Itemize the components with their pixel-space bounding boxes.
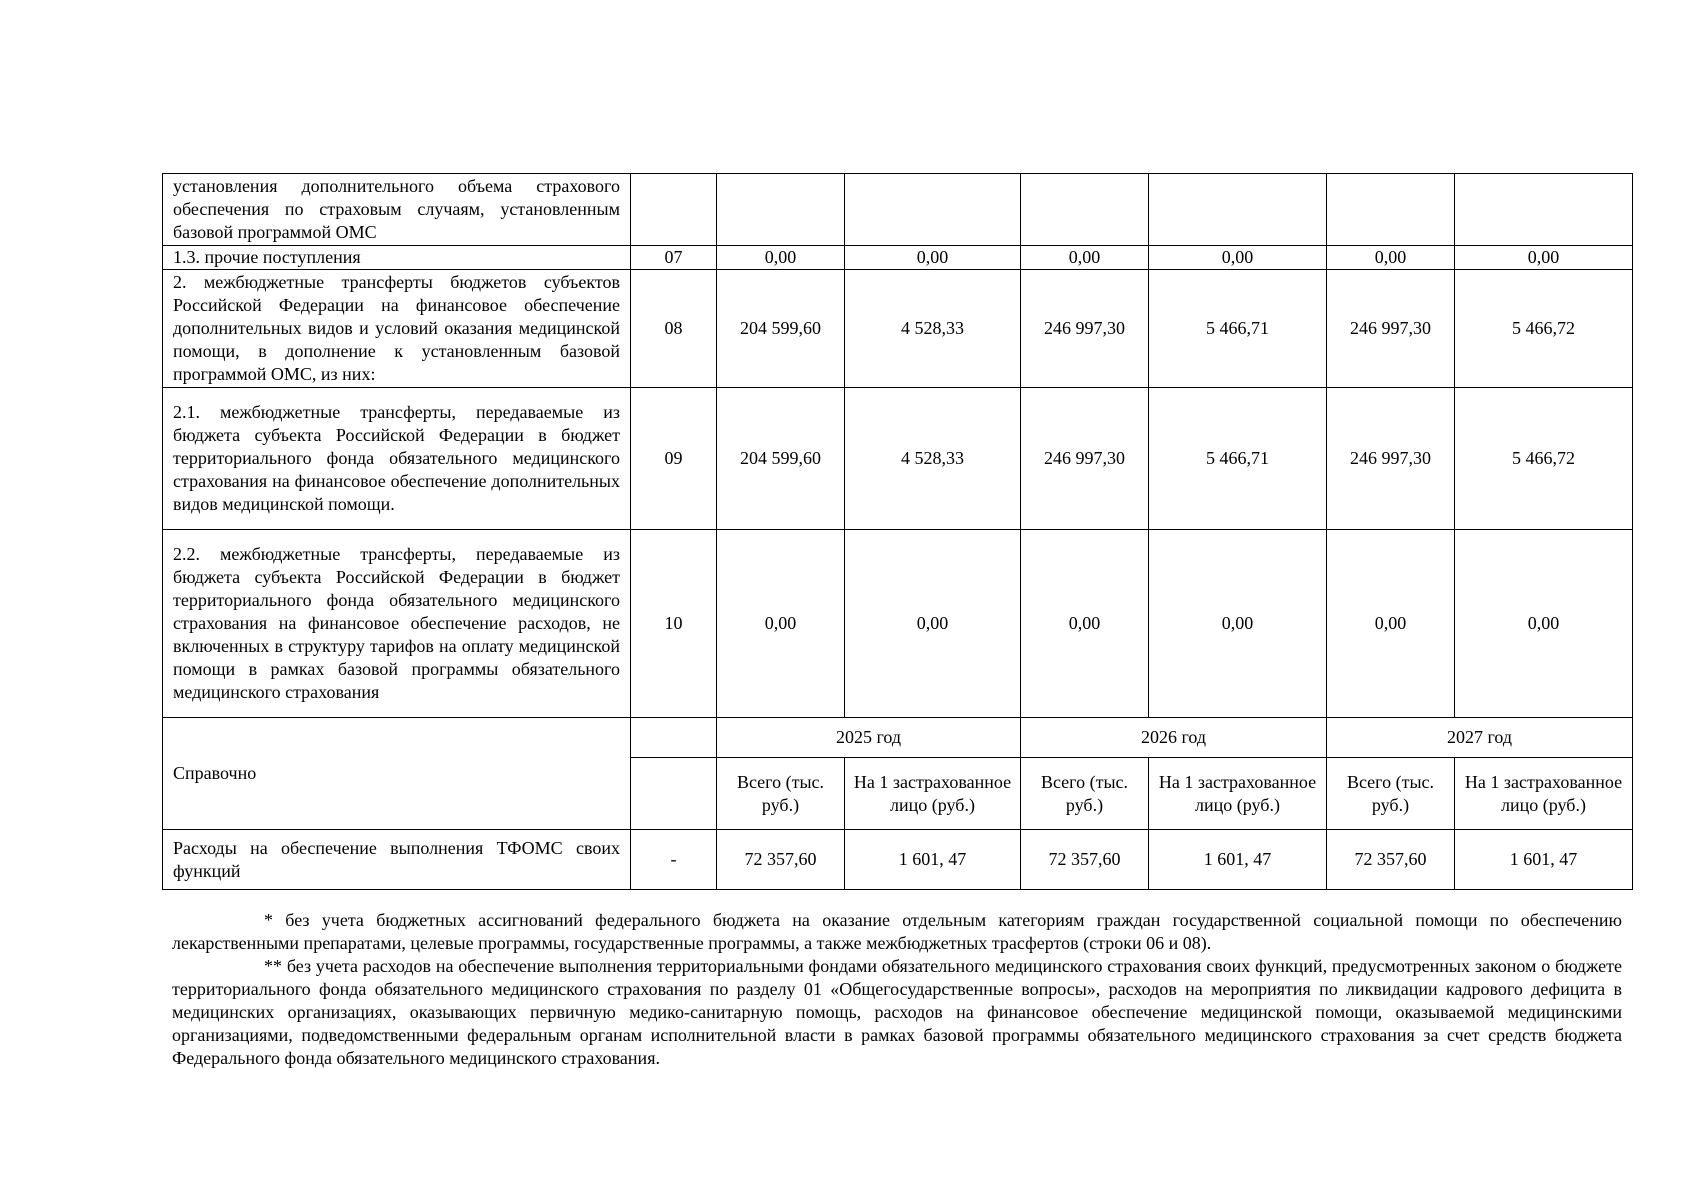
cell-2027-total (1327, 174, 1455, 246)
cell-2025-per-person: 0,00 (845, 246, 1021, 270)
row-label: 1.3. прочие поступления (163, 246, 631, 270)
cell-2025-total (717, 174, 845, 246)
row-label: 2. межбюджетные трансферты бюджетов субъектов Российской Федерации на финансовое обеспечение дополнительных видов и условий оказания медицинской помощи, в дополнение к установленным базовой программой ОМС, из них: (163, 270, 631, 388)
row-label: установления дополнительного объема страхового обеспечения по страховым случаям, установленным базовой программой ОМС (163, 174, 631, 246)
cell-2025-per-person: 4 528,33 (845, 270, 1021, 388)
cell-2026-total: 0,00 (1021, 246, 1149, 270)
year-2027-header: 2027 год (1327, 718, 1633, 758)
row-label: 2.2. межбюджетные трансферты, передаваемые из бюджета субъекта Российской Федерации в бюджет территориального фонда обязательного медицинского страхования на финансовое обеспечение расходов, не включенных в структуру тарифов на оплату медицинской помощи в рамках базовой программы обязательного медицинского страхования (163, 530, 631, 718)
cell-2025-total: 204 599,60 (717, 270, 845, 388)
row-code: 09 (631, 388, 717, 530)
cell-2025-total: 0,00 (717, 246, 845, 270)
col-total-header: Всего (тыс. руб.) (1021, 758, 1149, 830)
cell-2027-total: 0,00 (1327, 530, 1455, 718)
cell-2026-per-person (1149, 174, 1327, 246)
reference-code-blank (631, 718, 717, 758)
reference-years-row (163, 718, 1633, 758)
year-2026-header: 2026 год (1021, 718, 1327, 758)
cell-2027-per-person: 1 601, 47 (1455, 830, 1633, 890)
cell-2025-total: 0,00 (717, 530, 845, 718)
cell-2026-total: 72 357,60 (1021, 830, 1149, 890)
table-row (163, 530, 1633, 718)
cell-2025-total: 72 357,60 (717, 830, 845, 890)
cell-2026-total (1021, 174, 1149, 246)
footnotes (172, 909, 1622, 1070)
table-row (163, 174, 1633, 246)
cell-2025-per-person: 1 601, 47 (845, 830, 1021, 890)
cell-2027-per-person: 5 466,72 (1455, 270, 1633, 388)
table-row (163, 830, 1633, 890)
cell-2027-per-person: 5 466,72 (1455, 388, 1633, 530)
cell-2025-per-person: 4 528,33 (845, 388, 1021, 530)
row-label: 2.1. межбюджетные трансферты, передаваемые из бюджета субъекта Российской Федерации в бюджет территориального фонда обязательного медицинского страхования на финансовое обеспечение дополнительных видов медицинской помощи. (163, 388, 631, 530)
cell-2025-per-person (845, 174, 1021, 246)
cell-2026-per-person: 5 466,71 (1149, 270, 1327, 388)
col-per-person-header: На 1 застрахованное лицо (руб.) (1455, 758, 1633, 830)
row-code: 08 (631, 270, 717, 388)
col-per-person-header: На 1 застрахованное лицо (руб.) (1149, 758, 1327, 830)
table-row (163, 246, 1633, 270)
row-code: 10 (631, 530, 717, 718)
reference-label: Справочно (163, 718, 631, 830)
footnote-1: * без учета бюджетных ассигнований федерального бюджета на оказание отдельным категориям граждан государственной социальной помощи по обеспечению лекарственными препаратами, целевые программы, государственные программы, а также межбюджетных трасфертов (строки 06 и 08). (172, 910, 1622, 953)
table-row (163, 270, 1633, 388)
cell-2026-per-person: 0,00 (1149, 530, 1327, 718)
cell-2027-total: 246 997,30 (1327, 388, 1455, 530)
cell-2027-per-person: 0,00 (1455, 530, 1633, 718)
cell-2027-per-person (1455, 174, 1633, 246)
footnote-2: ** без учета расходов на обеспечение выполнения территориальными фондами обязательного медицинского страхования своих функций, предусмотренных законом о бюджете территориального фонда обязательного медицинского страхования по разделу 01 «Общегосударственные вопросы», расходов на мероприятия по ликвидации кадрового дефицита в медицинских организациях, оказывающих первичную медико-санитарную помощь, расходов на финансовое обеспечение медицинской помощи, оказываемой медицинскими организациями, подведомственными федеральным органам исполнительной власти в рамках базовой программы обязательного медицинского страхования за счет средств бюджета Федерального фонда обязательного медицинского страхования. (172, 956, 1622, 1068)
cell-2025-per-person: 0,00 (845, 530, 1021, 718)
cell-2026-total: 0,00 (1021, 530, 1149, 718)
year-2025-header: 2025 год (717, 718, 1021, 758)
row-code (631, 174, 717, 246)
row-code: 07 (631, 246, 717, 270)
row-label: Расходы на обеспечение выполнения ТФОМС своих функций (163, 830, 631, 890)
cell-2026-total: 246 997,30 (1021, 388, 1149, 530)
cell-2026-per-person: 1 601, 47 (1149, 830, 1327, 890)
reference-code-blank (631, 758, 717, 830)
col-per-person-header: На 1 застрахованное лицо (руб.) (845, 758, 1021, 830)
cell-2026-total: 246 997,30 (1021, 270, 1149, 388)
cell-2027-total: 0,00 (1327, 246, 1455, 270)
row-code: - (631, 830, 717, 890)
cell-2027-total: 246 997,30 (1327, 270, 1455, 388)
budget-table (162, 173, 1633, 890)
col-total-header: Всего (тыс. руб.) (1327, 758, 1455, 830)
cell-2026-per-person: 5 466,71 (1149, 388, 1327, 530)
table-row (163, 388, 1633, 530)
cell-2027-per-person: 0,00 (1455, 246, 1633, 270)
cell-2026-per-person: 0,00 (1149, 246, 1327, 270)
cell-2025-total: 204 599,60 (717, 388, 845, 530)
col-total-header: Всего (тыс. руб.) (717, 758, 845, 830)
cell-2027-total: 72 357,60 (1327, 830, 1455, 890)
